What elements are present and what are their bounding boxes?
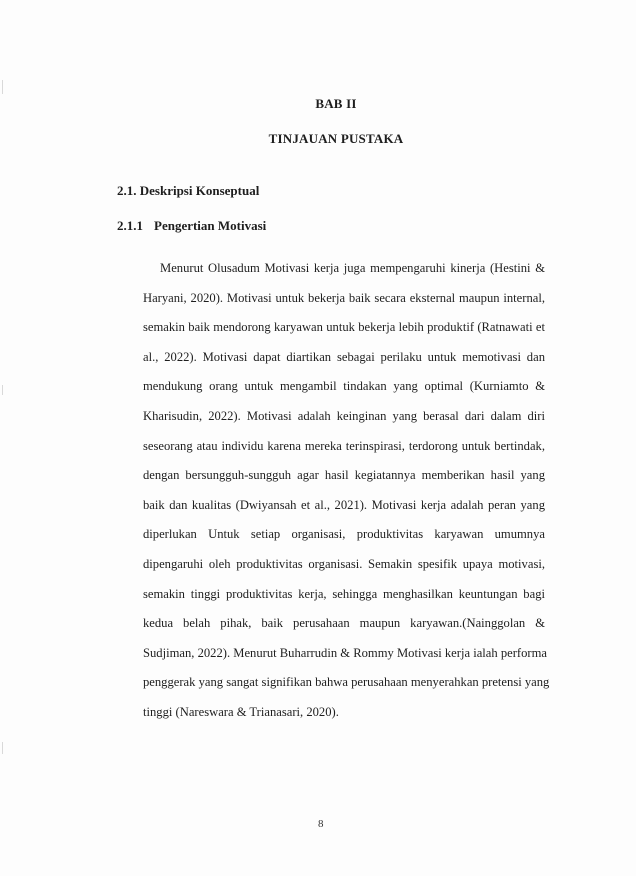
paragraph-line: baik dan kualitas (Dwiyansah et al., 2021). Motivasi kerja adalah peran yang [143, 497, 545, 512]
paragraph-line: seseorang atau individu karena mereka terinspirasi, terdorong untuk bertindak, [143, 438, 545, 453]
paragraph-line: penggerak yang sangat signifikan bahwa perusahaan menyerahkan pretensi yang [143, 675, 550, 690]
chapter-title: TINJAUAN PUSTAKA [268, 131, 404, 146]
paragraph-line: Sudjiman, 2022). Menurut Buharrudin & Rommy Motivasi kerja ialah performa [143, 645, 547, 660]
paragraph-line: dengan bersungguh-sungguh agar hasil kegiatannya memberikan hasil yang [143, 468, 545, 483]
paragraph-line: Haryani, 2020). Motivasi untuk bekerja baik secara eksternal maupun internal, [143, 290, 545, 305]
paragraph-line: semakin baik mendorong karyawan untuk bekerja lebih produktif (Ratnawati et [143, 320, 545, 335]
scan-edge-mark [2, 742, 3, 754]
page-number: 8 [318, 818, 324, 830]
paragraph-line: dipengaruhi oleh produktivitas organisasi. Semakin spesifik upaya motivasi, [143, 556, 545, 571]
paragraph-line: kedua belah pihak, baik perusahaan maupun karyawan.(Nainggolan & [143, 616, 545, 631]
scan-edge-mark [2, 385, 3, 395]
paragraph-line: Menurut Olusadum Motivasi kerja juga mempengaruhi kinerja (Hestini & [160, 261, 545, 275]
subsection-heading [117, 218, 266, 234]
section-heading: 2.1. Deskripsi Konseptual [117, 183, 260, 198]
chapter-number: BAB II [315, 96, 357, 111]
subsection-number: 2.1.1 [117, 218, 143, 233]
paragraph-line: semakin tinggi produktivitas kerja, sehingga menghasilkan keuntungan bagi [143, 586, 545, 601]
paragraph-line: Kharisudin, 2022). Motivasi adalah keinginan yang berasal dari dalam diri [143, 408, 545, 423]
paragraph-line: al., 2022). Motivasi dapat diartikan sebagai perilaku untuk memotivasi dan [143, 349, 545, 364]
body-paragraph [143, 254, 550, 728]
scan-edge-mark [2, 80, 3, 94]
paragraph-line: mendukung orang untuk mengambil tindakan yang optimal (Kurniamto & [143, 379, 545, 394]
paragraph-line: tinggi (Nareswara & Trianasari, 2020). [143, 704, 339, 719]
paragraph-line: diperlukan Untuk setiap organisasi, produktivitas karyawan umumnya [143, 527, 545, 542]
subsection-title: Pengertian Motivasi [154, 218, 267, 233]
